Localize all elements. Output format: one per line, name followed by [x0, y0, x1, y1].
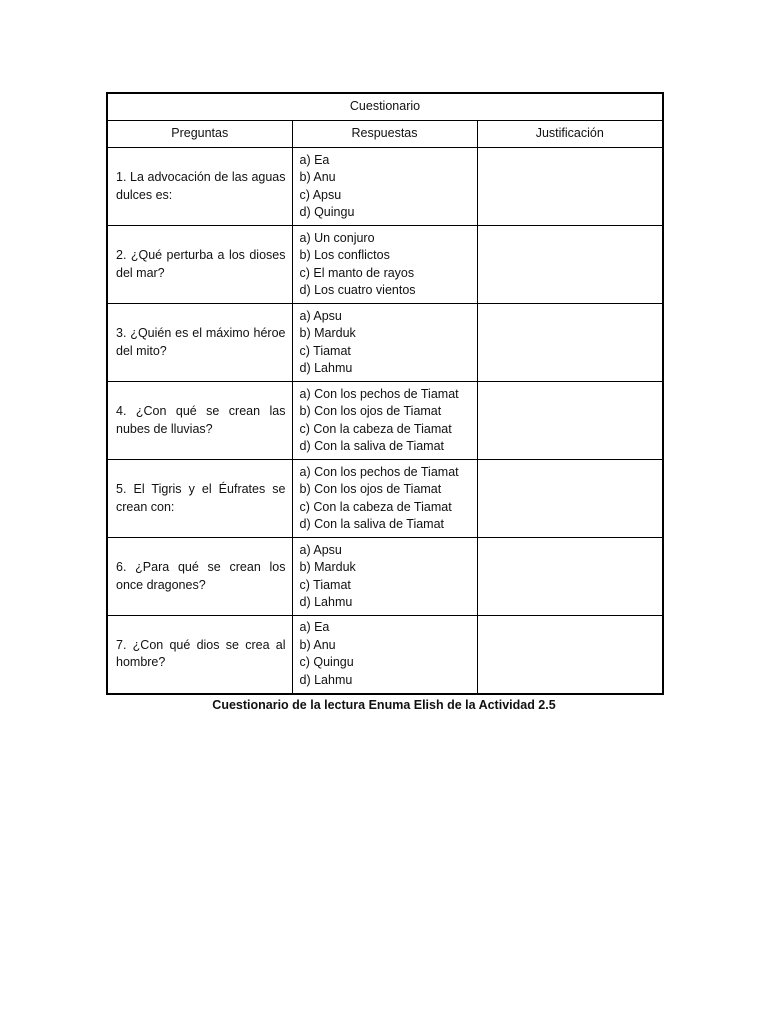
table-title-row [107, 93, 663, 121]
header-justification: Justificación [477, 121, 663, 148]
table-row [107, 226, 663, 304]
answer-option: d) Lahmu [299, 361, 353, 375]
document-sheet [106, 92, 662, 714]
answer-option: c) Tiamat [299, 343, 351, 358]
table-row [107, 538, 663, 616]
answer-option: a) Apsu [299, 308, 342, 323]
table-caption: Cuestionario de la lectura Enuma Elish de la Actividad 2.5 [212, 697, 556, 712]
answers-cell [292, 538, 477, 616]
question-cell: 2. ¿Qué perturba a los dioses del mar? [107, 226, 292, 304]
header-answers: Respuestas [292, 121, 477, 148]
question-cell: 6. ¿Para qué se crean los once dragones? [107, 538, 292, 616]
answer-option: b) Anu [299, 170, 336, 184]
answer-option: a) Ea [299, 620, 330, 635]
answer-option: c) Con la cabeza de Tiamat [299, 499, 452, 514]
answer-option: d) Quingu [299, 205, 355, 219]
question-cell: 7. ¿Con qué dios se crea al hombre? [107, 616, 292, 694]
table-header-row [107, 121, 663, 148]
answer-option: b) Con los ojos de Tiamat [299, 482, 442, 496]
answer-option: a) Ea [299, 152, 330, 167]
answer-option: d) Lahmu [299, 672, 353, 687]
justification-cell[interactable] [477, 538, 663, 616]
answer-option: d) Con la saliva de Tiamat [299, 439, 445, 453]
answers-cell [292, 226, 477, 304]
answer-option: d) Lahmu [299, 595, 353, 609]
answer-option: d) Con la saliva de Tiamat [299, 517, 445, 531]
table-row [107, 616, 663, 694]
answer-option: c) Con la cabeza de Tiamat [299, 421, 452, 436]
answer-option: c) Apsu [299, 187, 342, 202]
answer-option: a) Un conjuro [299, 230, 375, 245]
question-cell: 5. El Tigris y el Éufrates se crean con: [107, 460, 292, 538]
justification-cell[interactable] [477, 148, 663, 226]
justification-cell[interactable] [477, 226, 663, 304]
answer-option: c) Tiamat [299, 577, 351, 592]
questionnaire-table [106, 92, 664, 695]
answer-option: b) Con los ojos de Tiamat [299, 404, 442, 418]
answer-option: b) Marduk [299, 326, 356, 340]
answer-option: b) Marduk [299, 560, 356, 574]
question-cell: 3. ¿Quién es el máximo héroe del mito? [107, 304, 292, 382]
answer-option: a) Con los pechos de Tiamat [299, 386, 459, 401]
table-title: Cuestionario [107, 93, 663, 121]
answer-option: b) Los conflictos [299, 248, 390, 262]
answers-cell [292, 148, 477, 226]
answer-option: c) Quingu [299, 655, 354, 670]
answers-cell [292, 460, 477, 538]
answers-cell [292, 382, 477, 460]
header-questions: Preguntas [107, 121, 292, 148]
answers-cell [292, 616, 477, 694]
questions-body [107, 148, 663, 694]
justification-cell[interactable] [477, 304, 663, 382]
table-row [107, 460, 663, 538]
question-cell: 1. La advocación de las aguas dulces es: [107, 148, 292, 226]
answer-option: a) Con los pechos de Tiamat [299, 464, 459, 479]
justification-cell[interactable] [477, 616, 663, 694]
answer-option: c) El manto de rayos [299, 265, 415, 280]
question-cell: 4. ¿Con qué se crean las nubes de lluvias? [107, 382, 292, 460]
answer-option: a) Apsu [299, 542, 342, 557]
table-row [107, 382, 663, 460]
justification-cell[interactable] [477, 382, 663, 460]
answers-cell [292, 304, 477, 382]
answer-option: b) Anu [299, 637, 336, 652]
justification-cell[interactable] [477, 460, 663, 538]
table-row [107, 304, 663, 382]
answer-option: d) Los cuatro vientos [299, 283, 416, 297]
table-row [107, 148, 663, 226]
